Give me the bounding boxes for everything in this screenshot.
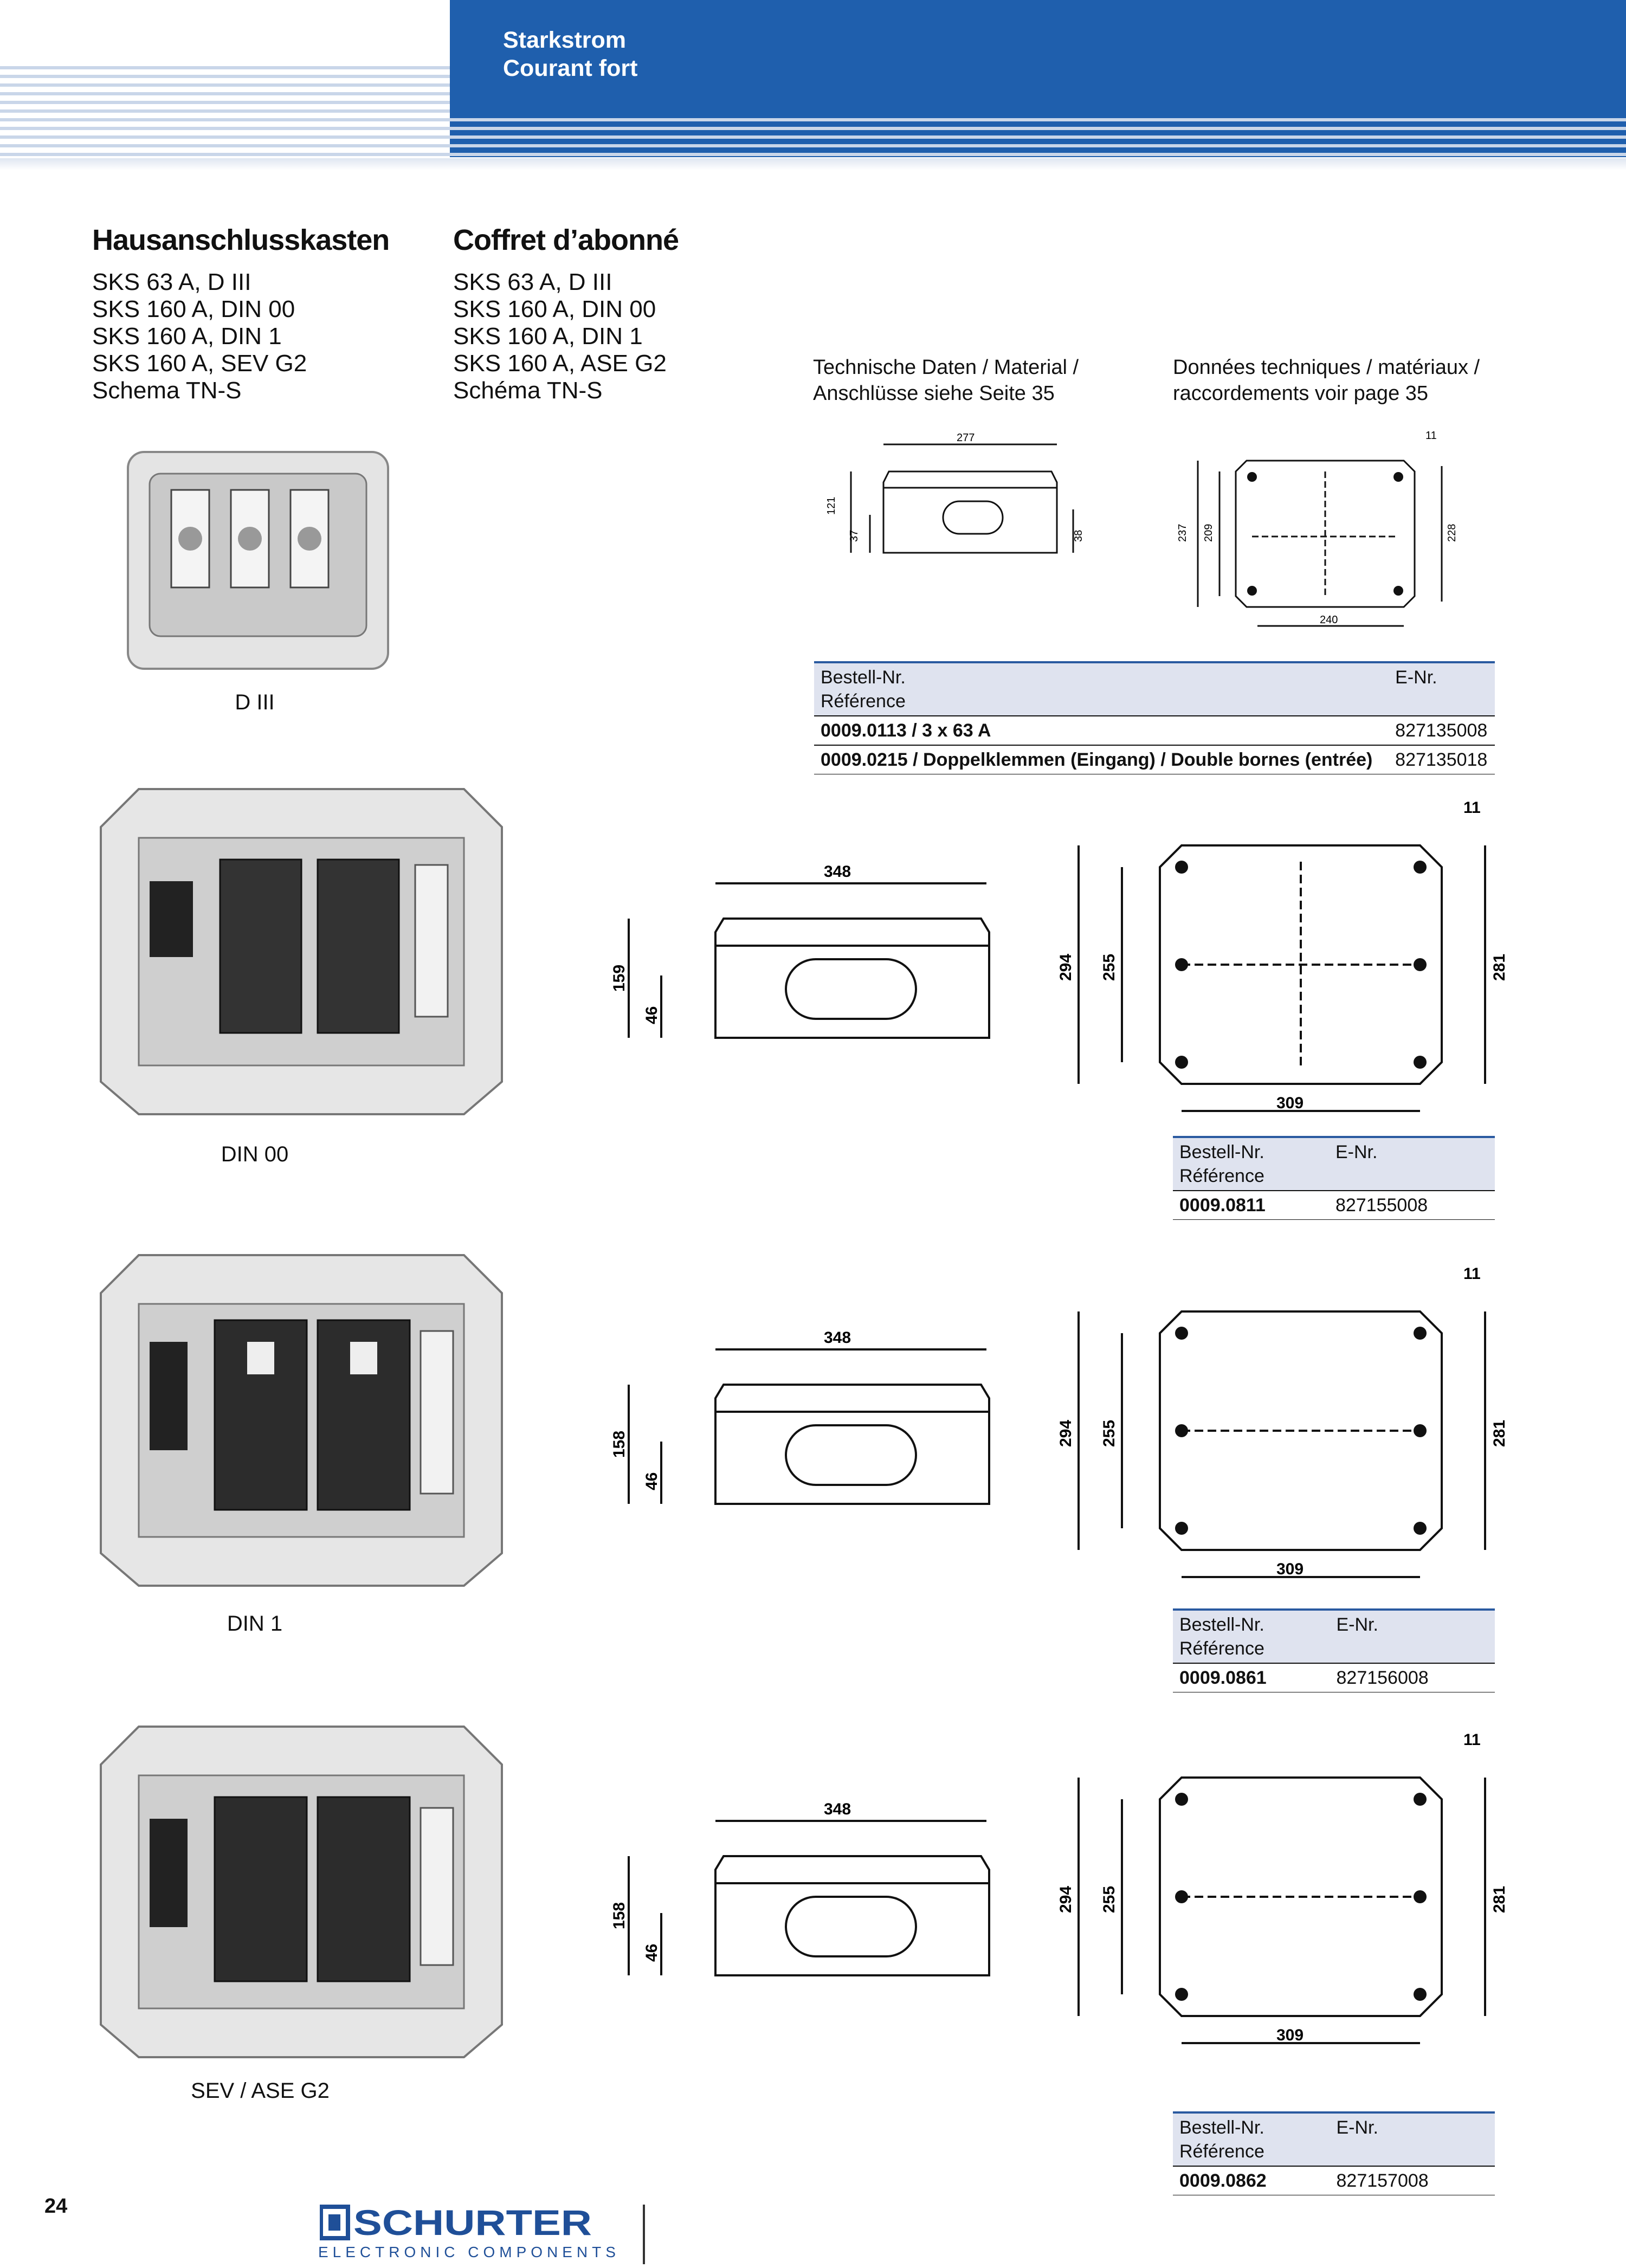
header-order-de: Bestell-Nr. xyxy=(1179,1614,1264,1635)
drawing-front-d3 xyxy=(1176,423,1480,634)
dim-plan-w: 309 xyxy=(1276,2026,1304,2044)
note-line: Anschlüsse siehe Seite 35 xyxy=(813,382,1055,405)
dim-front-r: 228 xyxy=(1446,524,1458,542)
header-order-fr: Référence xyxy=(1179,1166,1264,1186)
spec-item: SKS 160 A, DIN 00 xyxy=(453,296,656,322)
spec-item: SKS 160 A, DIN 1 xyxy=(92,323,282,350)
table-header-order xyxy=(1173,1610,1330,1663)
order-ref: 0009.0811 xyxy=(1173,1191,1329,1220)
spec-item: SKS 160 A, DIN 1 xyxy=(453,323,643,350)
page-number: 24 xyxy=(44,2195,68,2218)
dim-base: 46 xyxy=(643,1006,661,1024)
caption-d3: D III xyxy=(235,690,275,714)
schurter-logo xyxy=(320,2204,596,2241)
order-enr: 827157008 xyxy=(1330,2166,1495,2195)
drawing-side-g2 xyxy=(607,1783,1014,2011)
spec-item: SKS 160 A, SEV G2 xyxy=(92,350,307,377)
spec-list-de xyxy=(92,269,307,404)
table-header-enr: E-Nr. xyxy=(1329,1137,1495,1191)
dim-front-w: 240 xyxy=(1320,614,1338,626)
dim-plan-h2: 255 xyxy=(1100,953,1118,981)
brand-name: SCHURTER xyxy=(353,2204,592,2241)
note-line: Technische Daten / Material / xyxy=(813,356,1079,379)
dim-small-side: 38 xyxy=(1073,529,1085,542)
title-fr: Coffret d’abonné xyxy=(453,224,679,256)
dim-base: 46 xyxy=(643,1943,661,1962)
dim-plan-h: 294 xyxy=(1057,953,1075,981)
table-header-enr: E-Nr. xyxy=(1389,662,1495,716)
order-ref: 0009.0861 xyxy=(1173,1663,1330,1692)
dim-small-width: 277 xyxy=(957,432,975,444)
table-row xyxy=(814,716,1495,745)
header-order-de: Bestell-Nr. xyxy=(821,667,906,688)
table-row xyxy=(1173,2166,1495,2195)
table-row xyxy=(814,745,1495,774)
drawing-side-din00 xyxy=(607,845,1014,1073)
dim-base: 46 xyxy=(643,1472,661,1490)
spec-item: SKS 160 A, DIN 00 xyxy=(92,296,295,322)
caption-g2: SEV / ASE G2 xyxy=(191,2079,330,2103)
caption-din1: DIN 1 xyxy=(227,1612,283,1636)
order-table-din1 xyxy=(1173,1608,1495,1692)
photo-din00 xyxy=(90,778,513,1125)
dim-corner: 11 xyxy=(1463,799,1481,817)
dim-front-h: 237 xyxy=(1177,524,1189,542)
spec-item: SKS 63 A, D III xyxy=(92,269,251,295)
table-row xyxy=(1173,1191,1495,1220)
dim-plan-w: 309 xyxy=(1276,1560,1304,1578)
table-header-enr: E-Nr. xyxy=(1330,1610,1495,1663)
spec-item: SKS 160 A, ASE G2 xyxy=(453,350,667,377)
order-enr: 827135018 xyxy=(1389,745,1495,774)
section-title xyxy=(503,26,637,82)
dim-width: 348 xyxy=(824,1329,851,1347)
dim-plan-h2: 255 xyxy=(1100,1419,1118,1447)
footer-divider xyxy=(643,2205,645,2264)
spec-item: Schéma TN-S xyxy=(453,377,603,404)
dim-plan-r: 281 xyxy=(1490,1885,1508,1913)
order-enr: 827156008 xyxy=(1330,1663,1495,1692)
note-de xyxy=(813,354,1079,406)
drawing-plan-din1 xyxy=(1051,1257,1518,1604)
section-title-de: Starkstrom xyxy=(503,27,627,53)
drawing-plan-din00 xyxy=(1051,791,1518,1138)
dim-height: 158 xyxy=(610,1430,628,1458)
dim-front-c: 11 xyxy=(1425,430,1437,442)
order-ref: 0009.0862 xyxy=(1173,2166,1330,2195)
drawing-plan-g2 xyxy=(1051,1723,1518,2070)
note-line: Données techniques / matériaux / xyxy=(1173,356,1480,379)
header-order-fr: Référence xyxy=(1179,1638,1264,1659)
dim-plan-h: 294 xyxy=(1057,1419,1075,1447)
dim-plan-w: 309 xyxy=(1276,1094,1304,1112)
spec-list-fr xyxy=(453,269,667,404)
header-order-de: Bestell-Nr. xyxy=(1179,1142,1264,1162)
brand-tagline: ELECTRONIC COMPONENTS xyxy=(318,2244,620,2260)
order-enr: 827135008 xyxy=(1389,716,1495,745)
dim-plan-r: 281 xyxy=(1490,1419,1508,1447)
dim-width: 348 xyxy=(824,1800,851,1818)
header-order-de: Bestell-Nr. xyxy=(1179,2117,1264,2138)
table-header-enr: E-Nr. xyxy=(1330,2112,1495,2166)
header-order-fr: Référence xyxy=(821,691,906,712)
table-row xyxy=(1173,1663,1495,1692)
note-line: raccordements voir page 35 xyxy=(1173,382,1429,405)
dim-plan-h2: 255 xyxy=(1100,1885,1118,1913)
note-fr xyxy=(1173,354,1480,406)
header-rule xyxy=(0,158,1626,170)
header-order-fr: Référence xyxy=(1179,2141,1264,2162)
order-table-g2 xyxy=(1173,2111,1495,2195)
order-ref: 0009.0215 / Doppelklemmen (Eingang) / Double bornes (entrée) xyxy=(814,745,1389,774)
photo-g2 xyxy=(90,1716,513,2068)
dim-corner: 11 xyxy=(1463,1731,1481,1749)
order-ref: 0009.0113 / 3 x 63 A xyxy=(814,716,1389,745)
dim-corner: 11 xyxy=(1463,1265,1481,1283)
table-header-order xyxy=(1173,2112,1330,2166)
order-table-din00 xyxy=(1173,1136,1495,1220)
photo-din1 xyxy=(90,1244,513,1597)
order-table-d3 xyxy=(814,661,1495,774)
dim-plan-r: 281 xyxy=(1490,953,1508,981)
dim-plan-h: 294 xyxy=(1057,1885,1075,1913)
title-de: Hausanschlusskasten xyxy=(92,224,390,256)
spec-item: SKS 63 A, D III xyxy=(453,269,612,295)
photo-d3 xyxy=(122,441,393,680)
dim-small-height: 121 xyxy=(825,496,837,515)
drawing-side-din1 xyxy=(607,1311,1014,1539)
header-stripes xyxy=(0,61,450,157)
order-enr: 827155008 xyxy=(1329,1191,1495,1220)
table-header-order xyxy=(1173,1137,1329,1191)
dim-front-h2: 209 xyxy=(1203,524,1215,542)
drawing-side-d3 xyxy=(818,428,1100,591)
dim-small-base: 37 xyxy=(848,529,860,542)
caption-din00: DIN 00 xyxy=(221,1142,289,1166)
dim-height: 159 xyxy=(610,964,628,992)
dim-height: 158 xyxy=(610,1902,628,1929)
dim-width: 348 xyxy=(824,863,851,881)
section-title-fr: Courant fort xyxy=(503,55,638,81)
table-header-order xyxy=(814,662,1389,716)
spec-item: Schema TN-S xyxy=(92,377,242,404)
